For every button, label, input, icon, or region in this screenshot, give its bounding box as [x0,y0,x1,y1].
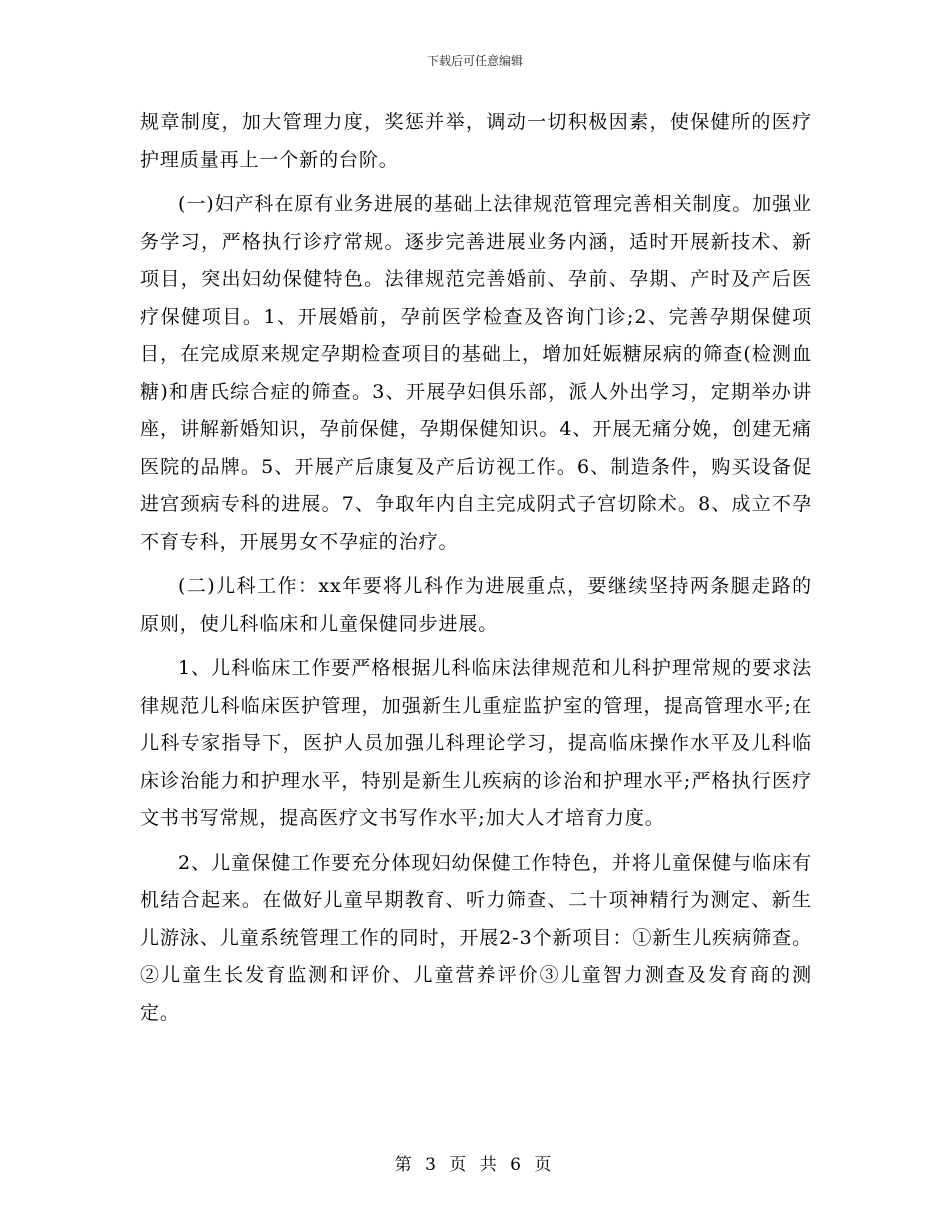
paragraph-4: 1、儿科临床工作要严格根据儿科临床法律规范和儿科护理常规的要求法律规范儿科临床医护管理，加强新生儿重症监护室的管理，提高管理水平;在儿科专家指导下，医护人员加强儿科理论学习，提高临床操作水平及儿科临床诊治能力和护理水平，特别是新生儿疾病的诊治和护理水平;严格执行医疗文书书写常规，提高医疗文书写作水平;加大人才培育力度。 [140,657,812,829]
paragraph-3: (二)儿科工作：xx年要将儿科作为进展重点，要继续坚持两条腿走路的原则，使儿科临床和儿童保健同步进展。 [140,575,812,635]
header-note: 下载后可任意编辑 [426,54,523,68]
paragraph-5: 2、儿童保健工作要充分体现妇幼保健工作特色，并将儿童保健与临床有机结合起来。在做好儿童早期教育、听力筛查、二十项神精行为测定、新生儿游泳、儿童系统管理工作的同时，开展2-3个新项目：①新生儿疾病筛查。②儿童生长发育监测和评价、儿童营养评价③儿童智力测查及发育商的测定。 [140,851,812,1024]
paragraph-1: 规章制度，加大管理力度，奖惩并举，调动一切积极因素，使保健所的医疗护理质量再上一个新的台阶。 [140,111,812,171]
document-body [140,104,812,1039]
page-number: 第 3 页 共 6 页 [394,1155,556,1175]
paragraph-2: (一)妇产科在原有业务进展的基础上法律规范管理完善相关制度。加强业务学习，严格执行诊疗常规。逐步完善进展业务内涵，适时开展新技术、新项目，突出妇幼保健特色。法律规范完善婚前、孕前、孕期、产时及产后医疗保健项目。1、开展婚前，孕前医学检查及咨询门诊;2、完善孕期保健项目，在完成原来规定孕期检查项目的基础上，增加妊娠糖尿病的筛查(检测血糖)和唐氏综合症的筛查。3、开展孕妇俱乐部，派人外出学习，定期举办讲座，讲解新婚知识，孕前保健，孕期保健知识。4、开展无痛分娩，创建无痛医院的品牌。5、开展产后康复及产后访视工作。6、制造条件，购买设备促进宫颈病专科的进展。7、争取年内自主完成阴式子宫切除术。8、成立不孕不育专科，开展男女不孕症的治疗。 [140,193,812,553]
